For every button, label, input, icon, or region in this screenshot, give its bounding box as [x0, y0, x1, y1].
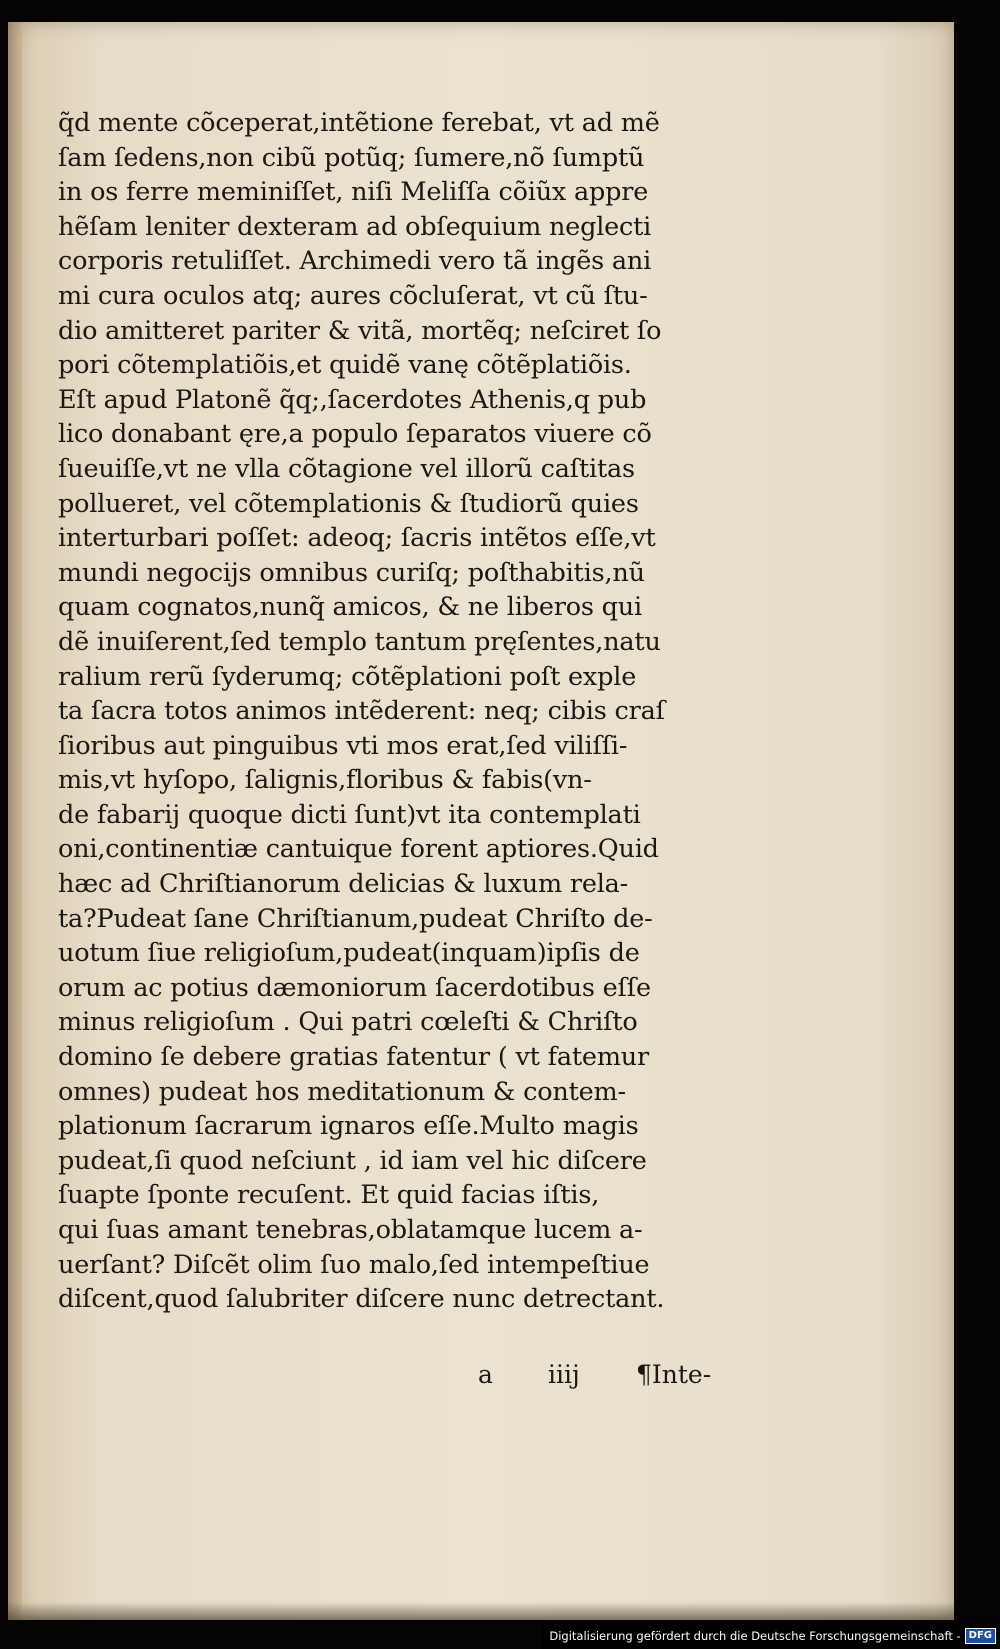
text-line: ſueuiſſe,vt ne vlla cõtagione vel illorũ caſtitas — [58, 453, 635, 484]
text-line: uotum ſiue religioſum,pudeat(inquam)ipſis de — [58, 938, 640, 969]
funding-notice: Digitalisierung gefördert durch die Deutsche Forschungsgemeinschaft - — [549, 1629, 961, 1643]
text-line: mundi negocijs omnibus curiſq; poſthabitis,nũ — [58, 557, 645, 588]
text-line: interturbari poſſet: adeoq; ſacris intẽtos eſſe,vt — [58, 523, 656, 554]
text-line: diſcent,quod ſalubriter diſcere nunc detrectant. — [58, 1284, 665, 1315]
text-line: ſuapte ſponte recuſent. Et quid facias iſtis, — [58, 1180, 600, 1211]
text-line: ta?Pudeat ſane Chriſtianum,pudeat Chriſto de- — [58, 903, 653, 934]
text-line: q̃d mente cõceperat,intẽtione ferebat, vt ad mẽ — [58, 108, 660, 138]
signature-number: iiij — [548, 1360, 580, 1389]
digitization-footer — [543, 1623, 1000, 1649]
text-line: Eſt apud Platonẽ q̃q;,ſacerdotes Athenis,q pub — [58, 384, 647, 415]
text-line: dio amitteret pariter & vitã, mortẽq; neſciret ſo — [58, 315, 662, 346]
text-line: mi cura oculos atq; aures cõcluſerat, vt cũ ſtu- — [58, 280, 648, 311]
dfg-logo-icon: DFG — [965, 1628, 996, 1644]
text-line: orum ac potius dæmoniorum ſacerdotibus eſſe — [58, 972, 651, 1003]
book-page — [8, 22, 954, 1620]
text-line: ta ſacra totos animos intẽderent: neq; cibis craſ — [58, 696, 665, 727]
text-line: hẽſam leniter dexteram ad obſequium neglecti — [58, 211, 652, 242]
catchword: ¶Inte- — [636, 1360, 712, 1389]
text-line: lico donabant ęre,a populo ſeparatos viuere cõ — [58, 419, 652, 450]
text-line: plationum ſacrarum ignaros eſſe.Multo magis — [58, 1111, 639, 1142]
text-line: pollueret, vel cõtemplationis & ſtudiorũ quies — [58, 488, 639, 519]
text-line: pudeat,ſi quod neſciunt , id iam vel hic diſcere — [58, 1145, 647, 1176]
text-line: qui ſuas amant tenebras,oblatamque lucem a- — [58, 1215, 643, 1245]
text-line: oni,continentiæ cantuique forent aptiores.Quid — [58, 834, 659, 865]
text-line: hæc ad Chriſtianorum delicias & luxum rela- — [58, 869, 629, 900]
text-line: ralium rerũ ſyderumq; cõtẽplationi poſt exple — [58, 661, 637, 692]
text-line: pori cõtemplatiõis,et quidẽ vanę cõtẽplatiõis. — [58, 350, 632, 381]
signature-mark: a — [478, 1360, 493, 1389]
text-line: ſam ſedens,non cibũ potũq; ſumere,nõ ſumptũ — [58, 142, 645, 173]
text-line: domino ſe debere gratias fatentur ( vt fatemur — [58, 1042, 650, 1073]
text-line: minus religioſum . Qui patri cœleſti & Chriſto — [58, 1007, 638, 1038]
text-line: uerſant? Diſcẽt olim ſuo malo,ſed intempeſtiue — [58, 1249, 650, 1280]
text-line: ſioribus aut pinguibus vti mos erat,ſed viliſſi- — [58, 730, 628, 761]
text-line: de fabarij quoque dicti ſunt)vt ita contemplati — [58, 799, 641, 830]
text-line: mis,vt hyſopo, ſalignis,floribus & fabis(vn- — [58, 765, 592, 796]
text-line: in os ferre meminiſſet, niſi Meliſſa cõiũx appre — [58, 177, 649, 208]
text-line: corporis retuliſſet. Archimedi vero tã ingẽs ani — [58, 246, 652, 277]
text-line: quam cognatos,nunq̃ amicos, & ne liberos qui — [58, 592, 642, 623]
body-text — [58, 106, 748, 1317]
text-line: dẽ inuiſerent,ſed templo tantum pręſentes,natu — [58, 626, 661, 657]
text-line: omnes) pudeat hos meditationum & contem- — [58, 1076, 626, 1107]
